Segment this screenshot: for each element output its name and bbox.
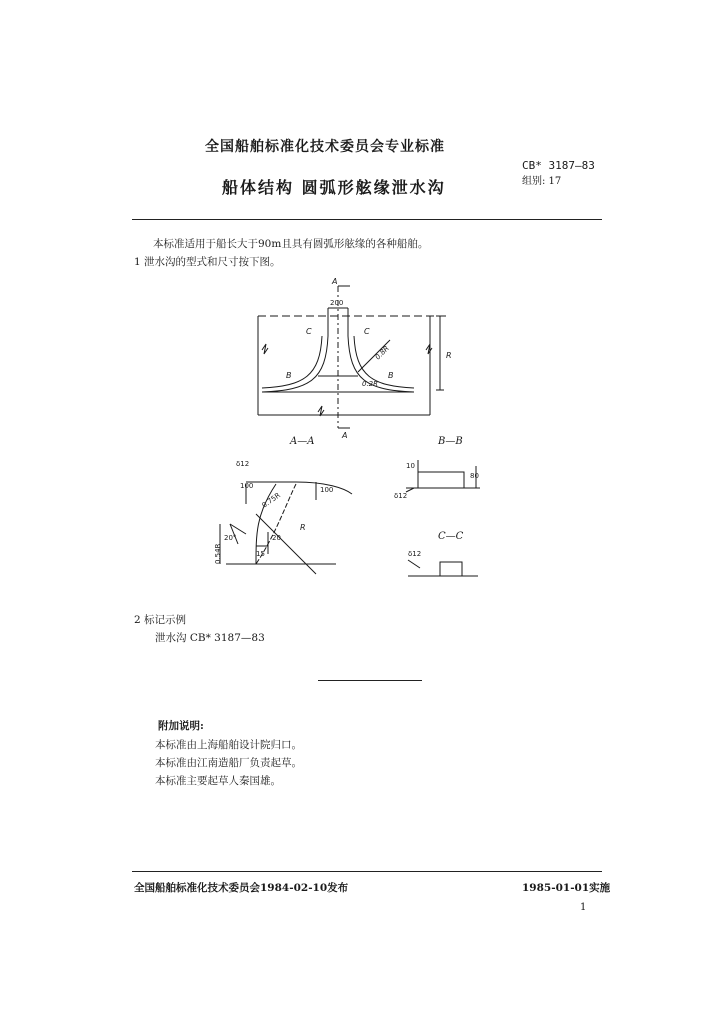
aa-dim-20: 20 (272, 534, 281, 542)
dim-02r: 0.2R (362, 380, 378, 388)
marking-example: 泄水沟 CB* 3187—83 (155, 632, 265, 644)
section-cc-caption: C—C (438, 531, 464, 542)
header-rule (132, 219, 602, 220)
section-2-heading: 2 标记示例 (134, 614, 187, 626)
note-line-2: 本标准由江南造船厂负责起草。 (155, 757, 302, 769)
issuing-organization: 全国船舶标准化技术委员会专业标准 (205, 139, 445, 155)
note-line-1: 本标准由上海船舶设计院归口。 (155, 739, 302, 751)
note-line-3: 本标准主要起草人秦国雄。 (155, 775, 281, 787)
aa-dim-054r: 0.54R (214, 543, 222, 564)
r-label: R (446, 351, 452, 360)
section-1-heading: 1 泄水沟的型式和尺寸按下图。 (134, 256, 281, 268)
aa-dim-100a: 100 (240, 482, 254, 490)
scupper-plan-figure (240, 277, 470, 440)
aa-thickness: δ12 (236, 460, 250, 468)
aa-angle: 20° (224, 534, 237, 542)
issue-date: 全国船舶标准化技术委员会1984-02-10发布 (134, 882, 349, 894)
aa-radius-label: 0.75R (260, 491, 282, 510)
dim-200: 200 (330, 299, 344, 307)
cc-thickness: δ12 (408, 550, 422, 558)
aa-dim-15: 15 (256, 550, 265, 558)
section-a-bottom-label: A (342, 431, 348, 440)
group-number: 组别: 17 (522, 176, 562, 187)
standard-code: CB* 3187—83 (522, 159, 595, 172)
radius-08r-label: 0.8R (373, 344, 391, 362)
section-c-right-label: C (364, 327, 370, 336)
document-title: 船体结构 圆弧形舷缘泄水沟 (222, 178, 446, 197)
bb-dim-10: 10 (406, 462, 415, 470)
section-c-left-label: C (306, 327, 312, 336)
section-cc-figure (400, 548, 490, 588)
scope-text: 本标准适用于船长大于90m且具有圆弧形舷缘的各种船舶。 (153, 238, 429, 250)
section-bb-caption: B—B (438, 436, 463, 447)
section-b-right-label: B (388, 371, 394, 380)
section-a-top-label: A (332, 277, 338, 286)
aa-dim-100b: 100 (320, 486, 334, 494)
section-aa-caption: A—A (290, 436, 315, 447)
section-bb-figure (392, 452, 492, 502)
end-rule (318, 680, 422, 681)
aa-r-label: R (300, 523, 306, 532)
section-aa-figure (216, 454, 366, 579)
notes-heading: 附加说明: (158, 720, 204, 732)
page-number: 1 (580, 902, 587, 913)
effective-date: 1985-01-01实施 (522, 882, 611, 894)
footer-rule (132, 871, 602, 872)
bb-dim-80: 80 (470, 472, 479, 480)
bb-thickness: δ12 (394, 492, 408, 500)
section-b-left-label: B (286, 371, 292, 380)
